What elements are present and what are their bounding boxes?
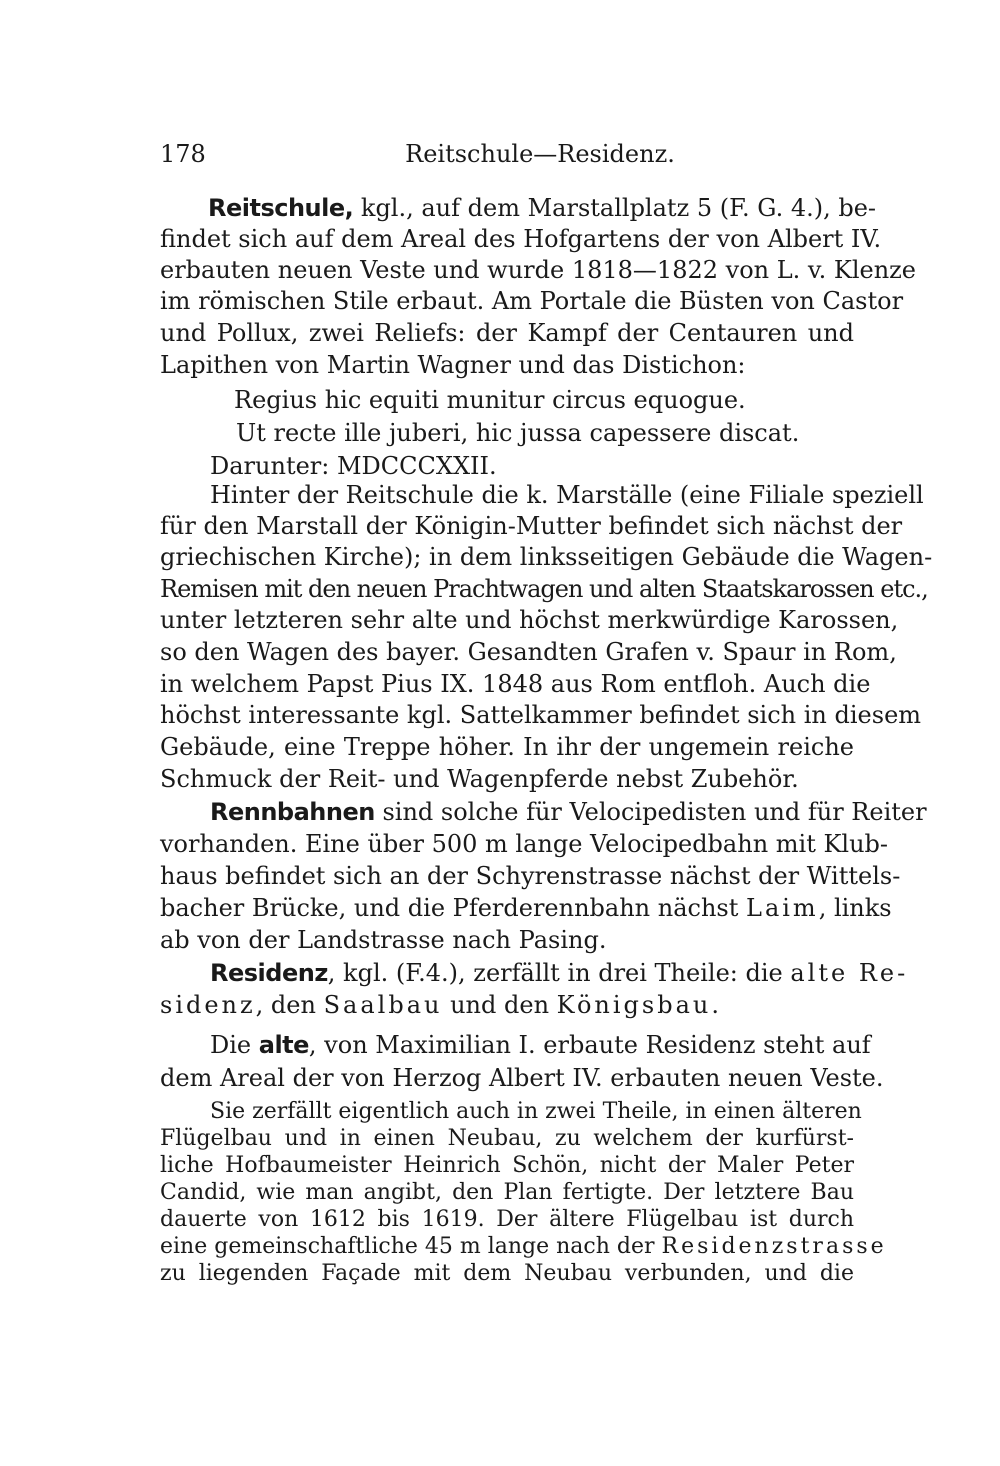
text-line: Sie zerfällt eigentlich auch in zwei Theile, in einen älteren	[210, 1099, 862, 1124]
text-line	[160, 990, 854, 1020]
text-span: , den	[255, 991, 324, 1019]
text-span: , von Maximilian I. erbaute Residenz steht auf	[308, 1031, 871, 1059]
text-line: in welchem Papst Pius IX. 1848 aus Rom entfloh. Auch die	[160, 670, 871, 698]
text-span: , links	[818, 894, 892, 922]
text-line: Darunter: MDCCCXXII.	[210, 452, 497, 480]
text-line	[208, 193, 877, 223]
text-line: erbauten neuen Veste und wurde 1818—1822 von L. v. Klenze	[160, 256, 916, 284]
text-span: bacher Brücke, und die Pferderennbahn nächst	[160, 894, 746, 922]
text-span: sind solche für Velocipedisten und für Reiter	[374, 798, 927, 826]
running-head: Reitschule—Residenz.	[405, 140, 675, 168]
spaced-term: alte Re-	[790, 959, 909, 987]
text-line: im römischen Stile erbaut. Am Portale die Büsten von Castor	[160, 287, 904, 315]
spaced-street-name: Residenzstrasse	[661, 1234, 887, 1259]
text-line: Lapithen von Martin Wagner und das Distichon:	[160, 351, 746, 379]
text-line: dauerte von 1612 bis 1619. Der ältere Flügelbau ist durch	[160, 1207, 854, 1232]
text-line: für den Marstall der Königin-Mutter befindet sich nächst der	[160, 512, 903, 540]
text-span: und den	[442, 991, 557, 1019]
entry-term: Rennbahnen	[210, 798, 375, 826]
text-line: höchst interessante kgl. Sattelkammer befindet sich in diesem	[160, 701, 922, 729]
spaced-term: Königsbau	[556, 991, 712, 1019]
text-line: Flügelbau und in einen Neubau, zu welchem der kurfürst-	[160, 1126, 854, 1151]
text-line: Schmuck der Reit- und Wagenpferde nebst Zubehör.	[160, 765, 799, 793]
spaced-term: Saalbau	[323, 991, 443, 1019]
text-line: Gebäude, eine Treppe höher. In ihr der ungemein reiche	[160, 733, 854, 761]
text-line: dem Areal der von Herzog Albert IV. erbauten neuen Veste.	[160, 1064, 884, 1092]
text-line: so den Wagen des bayer. Gesandten Grafen v. Spaur in Rom,	[160, 638, 897, 666]
text-span: kgl., auf dem Marstallplatz 5 (F. G. 4.), be-	[353, 194, 877, 222]
text-line: zu liegenden Façade mit dem Neubau verbunden, und die	[160, 1261, 854, 1286]
text-line: Remisen mit den neuen Prachtwagen und alten Staatskarossen etc.,	[160, 575, 928, 603]
verse-line: Ut recte ille juberi, hic jussa capessere discat.	[236, 419, 800, 447]
entry-term: alte	[258, 1031, 309, 1059]
text-line: Candid, wie man angibt, den Plan fertigte. Der letztere Bau	[160, 1180, 854, 1205]
page-number: 178	[160, 140, 206, 168]
text-line: ab von der Landstrasse nach Pasing.	[160, 926, 607, 954]
text-span: , kgl. (F.4.), zerfällt in drei Theile: die	[327, 959, 791, 987]
text-line: findet sich auf dem Areal des Hofgartens der von Albert IV.	[160, 225, 882, 253]
text-line: unter letzteren sehr alte und höchst merkwürdige Karossen,	[160, 606, 899, 634]
text-line	[160, 1233, 887, 1261]
entry-term: Reitschule,	[208, 194, 354, 222]
text-span: Die	[210, 1031, 259, 1059]
verse-line: Regius hic equiti munitur circus equogue.	[234, 386, 746, 414]
text-line: liche Hofbaumeister Heinrich Schön, nicht der Maler Peter	[160, 1153, 854, 1178]
text-line: griechischen Kirche); in dem linksseitigen Gebäude die Wagen-	[160, 543, 933, 571]
text-line: vorhanden. Eine über 500 m lange Velocipedbahn mit Klub-	[160, 830, 889, 858]
text-span: eine gemeinschaftliche 45 m lange nach der	[160, 1234, 662, 1259]
entry-term: Residenz	[210, 959, 328, 987]
page-header	[160, 140, 860, 176]
text-line	[160, 893, 892, 923]
text-line	[210, 797, 927, 827]
text-span: .	[711, 991, 719, 1019]
text-line: Hinter der Reitschule die k. Marställe (eine Filiale speziell	[210, 481, 924, 509]
text-line: haus befindet sich an der Schyrenstrasse nächst der Wittels-	[160, 862, 901, 890]
text-line: und Pollux, zwei Reliefs: der Kampf der Centauren und	[160, 319, 854, 347]
text-line	[210, 958, 909, 988]
text-line	[210, 1030, 871, 1060]
spaced-place-name: Laim	[746, 894, 819, 922]
spaced-term: sidenz	[160, 991, 256, 1019]
